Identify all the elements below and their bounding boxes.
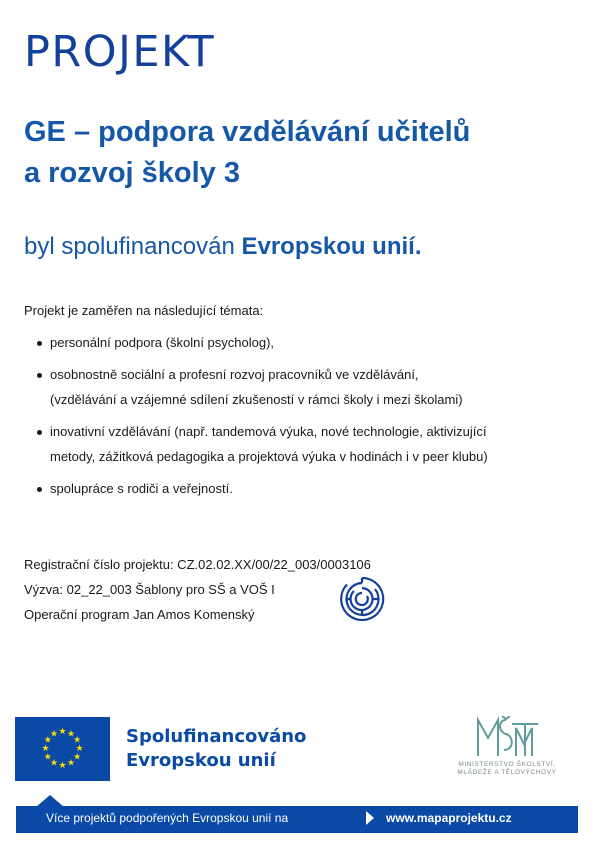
svg-text:★: ★ bbox=[43, 752, 52, 763]
project-title bbox=[24, 112, 584, 194]
topic-line: osobnostně sociální a profesní rozvoj pracovníků ve vzdělávání, bbox=[50, 367, 419, 382]
svg-text:★: ★ bbox=[49, 758, 59, 769]
bullet-icon bbox=[37, 373, 42, 378]
bullet-icon bbox=[37, 341, 42, 346]
svg-text:★: ★ bbox=[66, 729, 76, 740]
topic-item bbox=[24, 419, 579, 469]
topic-line: metody, zážitková pedagogika a projektová výuka v hodinách i v peer klubu) bbox=[50, 449, 488, 464]
page-header-word: PROJEKT bbox=[24, 27, 216, 77]
svg-text:★: ★ bbox=[49, 729, 59, 740]
eu-label-line-1: Spolufinancováno bbox=[126, 726, 307, 747]
registration-number: Registrační číslo projektu: CZ.02.02.XX/00/22_003/0003106 bbox=[24, 557, 371, 572]
jak-maze-logo-icon bbox=[339, 576, 385, 622]
topic-line: (vzdělávání a vzájemné sdílení zkušeností v rámci školy i mezi školami) bbox=[50, 392, 463, 407]
eu-flag-icon bbox=[15, 717, 110, 781]
svg-text:★: ★ bbox=[75, 744, 84, 754]
svg-text:★: ★ bbox=[73, 735, 82, 746]
program-name: Operační program Jan Amos Komenský bbox=[24, 607, 255, 622]
topics-list bbox=[24, 330, 579, 508]
topic-line: inovativní vzdělávání (např. tandemová výuka, nové technologie, aktivizující bbox=[50, 424, 487, 439]
svg-text:★: ★ bbox=[41, 744, 50, 754]
svg-text:★: ★ bbox=[73, 752, 82, 763]
bullet-icon bbox=[37, 430, 42, 435]
topic-line: personální podpora (školní psycholog), bbox=[50, 335, 275, 350]
registration-info bbox=[24, 552, 371, 627]
cofinancing-statement bbox=[24, 233, 422, 261]
footer-link[interactable]: www.mapaprojektu.cz bbox=[386, 811, 512, 825]
msmt-label-line-1: MINISTERSTVO ŠKOLSTVÍ, bbox=[458, 761, 556, 768]
topics-intro: Projekt je zaměřen na následující témata: bbox=[24, 303, 264, 318]
arrow-right-icon bbox=[366, 811, 374, 825]
topic-item bbox=[24, 362, 579, 412]
footer-text: Více projektů podpořených Evropskou unií na bbox=[46, 811, 289, 825]
eu-label-line-2: Evropskou unií bbox=[126, 750, 276, 771]
call-info: Výzva: 02_22_003 Šablony pro SŠ a VOŠ I bbox=[24, 582, 275, 597]
project-title-line-1: GE – podpora vzdělávání učitelů bbox=[24, 116, 471, 148]
svg-text:★: ★ bbox=[66, 758, 76, 769]
msmt-label-line-2: MLÁDEŽE A TĚLOVÝCHOVY bbox=[457, 769, 557, 776]
eu-cofinancing-label bbox=[126, 725, 306, 773]
eu-stars-icon bbox=[15, 717, 110, 781]
msmt-logo-icon bbox=[476, 716, 540, 758]
topic-item bbox=[24, 476, 579, 501]
svg-text:★: ★ bbox=[58, 727, 67, 737]
topic-line: spolupráce s rodiči a veřejností. bbox=[50, 481, 233, 496]
svg-text:★: ★ bbox=[58, 761, 67, 771]
cofinancing-prefix: byl spolufinancován bbox=[24, 233, 242, 260]
msmt-label bbox=[437, 761, 577, 777]
bullet-icon bbox=[37, 487, 42, 492]
topic-item bbox=[24, 330, 579, 355]
project-title-line-2: a rozvoj školy 3 bbox=[24, 157, 240, 189]
cofinancing-eu: Evropskou unií. bbox=[241, 233, 422, 260]
svg-text:★: ★ bbox=[43, 735, 52, 746]
